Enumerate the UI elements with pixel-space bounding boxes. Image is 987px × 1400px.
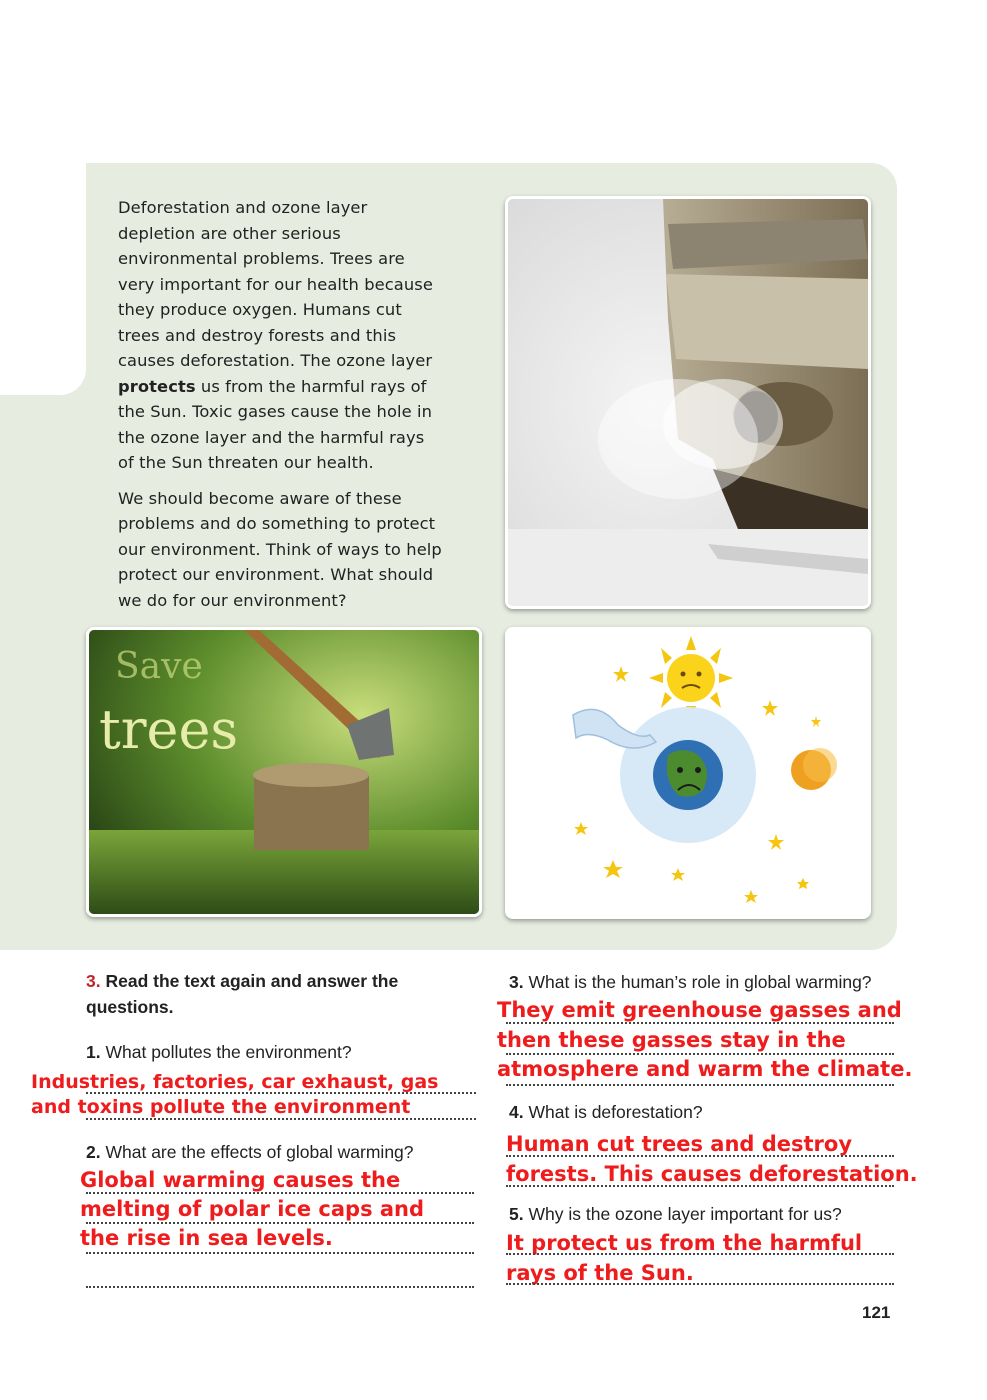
reading-paragraph-2: [118, 486, 473, 614]
answer-1: [31, 1070, 438, 1120]
answer-line-dotted[interactable]: [506, 1283, 894, 1285]
answer-line-dotted[interactable]: [86, 1252, 474, 1254]
answer-line-dotted[interactable]: [506, 1022, 894, 1024]
exercise-heading: [86, 968, 481, 1020]
reading-line: us from the harmful rays of: [195, 376, 427, 396]
answer-3: [497, 996, 912, 1085]
answer-line: Industries, factories, car exhaust, gas: [31, 1071, 439, 1093]
answer-line: Global warming causes the: [80, 1168, 401, 1192]
reading-line: protect our environment. What should: [118, 565, 434, 584]
save-trees-photo: [86, 627, 482, 917]
reading-line: of the Sun threaten our health.: [118, 453, 374, 472]
reading-line: causes deforestation. The ozone layer: [118, 351, 433, 370]
exercise-instruction: Read the text again and answer the questions.: [86, 971, 399, 1017]
answer-line-dotted[interactable]: [86, 1222, 474, 1224]
answer-line-dotted[interactable]: [506, 1253, 894, 1255]
reading-line: the ozone layer and the harmful rays: [118, 427, 425, 447]
car-exhaust-photo: [505, 196, 871, 609]
question-number: 5.: [509, 1204, 524, 1224]
answer-line: It protect us from the harmful: [506, 1231, 863, 1255]
reading-line: very important for our health because: [118, 274, 433, 294]
reading-line: problems and do something to protect: [118, 514, 436, 533]
bold-word-protects: protects: [118, 376, 196, 396]
reading-text: [118, 195, 473, 623]
question-text: What are the effects of global warming?: [105, 1142, 414, 1162]
reading-paragraph-1: [118, 195, 473, 476]
question-number: 4.: [509, 1102, 524, 1122]
answer-line-dotted[interactable]: [86, 1286, 474, 1288]
question-2: [86, 1142, 414, 1163]
reading-line: We should become aware of these: [118, 488, 402, 508]
answer-line: Human cut trees and destroy: [506, 1132, 853, 1156]
reading-line: the Sun. Toxic gases cause the hole in: [118, 402, 433, 421]
reading-line: Deforestation and ozone layer: [118, 198, 368, 217]
question-number: 1.: [86, 1042, 101, 1062]
question-text: What is the human’s role in global warming?: [528, 972, 872, 992]
question-4: [509, 1102, 703, 1123]
answer-line-dotted[interactable]: [86, 1192, 474, 1194]
earth-icon: [620, 707, 756, 843]
exercise-number: 3.: [86, 971, 101, 991]
answer-2: [80, 1166, 424, 1253]
question-number: 3.: [509, 972, 524, 992]
question-5: [509, 1204, 842, 1225]
reading-line: depletion are other serious: [118, 223, 341, 243]
answer-line: then these gasses stay in the: [497, 1027, 846, 1052]
reading-line: environmental problems. Trees are: [118, 249, 405, 268]
answer-line: and toxins pollute the environment: [31, 1096, 411, 1118]
answer-line: melting of polar ice caps and: [80, 1197, 425, 1221]
question-number: 2.: [86, 1142, 101, 1162]
question-text: What pollutes the environment?: [105, 1042, 352, 1062]
question-3: [509, 972, 872, 993]
answer-line-dotted[interactable]: [506, 1053, 894, 1055]
answer-line-dotted[interactable]: [506, 1185, 894, 1187]
answer-line: atmosphere and warm the climate.: [497, 1057, 913, 1081]
trees-word: trees: [99, 698, 239, 761]
page-number: 121: [862, 1303, 891, 1322]
answer-line-dotted[interactable]: [86, 1118, 476, 1120]
reading-line: our environment. Think of ways to help: [118, 539, 442, 559]
answer-line: the rise in sea levels.: [80, 1226, 333, 1250]
moon-icon: [791, 748, 837, 790]
answer-line: They emit greenhouse gasses and: [497, 998, 902, 1022]
reading-line: we do for our environment?: [118, 590, 347, 610]
answer-line-dotted[interactable]: [86, 1092, 476, 1094]
answer-4: [506, 1130, 918, 1189]
save-word: Save: [115, 646, 203, 687]
answer-5: [506, 1229, 862, 1288]
panel-notch: [0, 163, 86, 395]
reading-line: they produce oxygen. Humans cut: [118, 300, 402, 319]
answer-line: forests. This causes deforestation.: [506, 1161, 918, 1186]
answer-line: rays of the Sun.: [506, 1260, 694, 1285]
reading-line: trees and destroy forests and this: [118, 325, 397, 345]
question-text: Why is the ozone layer important for us?: [528, 1204, 842, 1224]
answer-line-dotted[interactable]: [506, 1084, 894, 1086]
question-1: [86, 1042, 352, 1063]
question-text: What is deforestation?: [528, 1102, 703, 1122]
answer-line-dotted[interactable]: [506, 1155, 894, 1157]
ozone-illustration: [505, 627, 871, 919]
